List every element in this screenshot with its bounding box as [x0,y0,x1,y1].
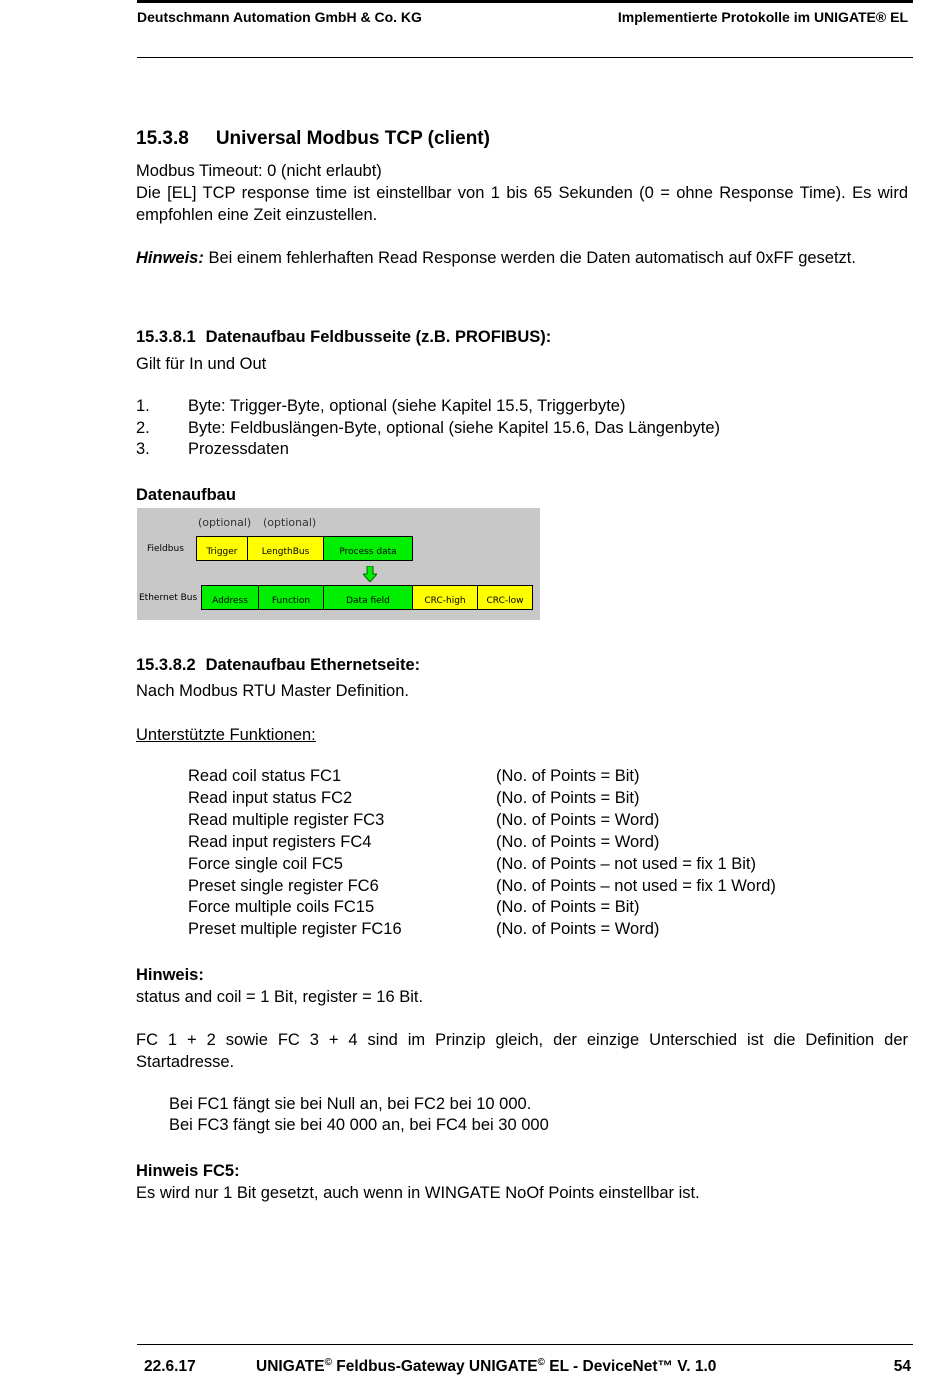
fc-explanation: FC 1 + 2 sowie FC 3 + 4 sind im Prinzip gleich, der einzige Unterschied ist die Definition der Startadresse. [136,1031,908,1071]
hint-label: Hinweis: [136,966,204,984]
optional-label-length: (optional) [263,516,317,529]
list-item-number: 3. [136,440,150,458]
list-item-number: 2. [136,419,150,437]
sub1-title: Datenaufbau Feldbusseite (z.B. PROFIBUS): [205,328,552,346]
function-name: Read input registers FC4 [188,833,372,851]
fieldbus-box-lengthbus: LengthBus [247,536,324,561]
function-points: (No. of Points – not used = fix 1 Word) [496,877,776,895]
ethernet-box-crc-low: CRC-low [477,585,533,610]
ethernet-box-function: Function [258,585,324,610]
function-name: Read input status FC2 [188,789,353,807]
sub2-title: Datenaufbau Ethernetseite: [205,656,421,674]
ethernet-box-address: Address [201,585,259,610]
diagram-heading: Datenaufbau [136,486,236,504]
header-chapter: Implementierte Protokolle im UNIGATE® EL [617,9,908,25]
function-points: (No. of Points = Bit) [496,789,640,807]
function-points: (No. of Points = Bit) [496,898,640,916]
function-name: Preset single register FC6 [188,877,379,895]
copyright-sup: © [537,1357,545,1368]
function-name: Read multiple register FC3 [188,811,385,829]
sub2-heading [136,654,420,676]
sub2-number: 15.3.8.2 [136,656,196,674]
list-item: Byte: Trigger-Byte, optional (siehe Kapitel 15.5, Triggerbyte) [188,397,626,415]
frame-structure-diagram [137,508,540,620]
header-rule [137,57,913,58]
footer-title-part: EL - DeviceNet™ V. 1.0 [544,1358,717,1375]
function-name: Force multiple coils FC15 [188,898,375,916]
function-points: (No. of Points = Word) [496,920,660,938]
fc5-text: Es wird nur 1 Bit gesetzt, auch wenn in WINGATE NoOf Points einstellbar ist. [136,1184,700,1202]
copyright-sup: © [324,1357,332,1368]
note-text: Bei einem fehlerhaften Read Response werden die Daten automatisch auf 0xFF gesetzt. [203,249,856,267]
function-name: Preset multiple register FC16 [188,920,402,938]
section-title: Universal Modbus TCP (client) [215,128,490,149]
function-points: (No. of Points – not used = fix 1 Bit) [496,855,757,873]
sub2-intro: Nach Modbus RTU Master Definition. [136,682,409,700]
note-label: Hinweis: [136,249,204,267]
fc-line: Bei FC3 fängt sie bei 40 000 an, bei FC4 bei 30 000 [169,1116,549,1134]
fc5-label: Hinweis FC5: [136,1162,240,1180]
optional-label-trigger: (optional) [198,516,252,529]
sub1-number: 15.3.8.1 [136,328,196,346]
function-name: Read coil status FC1 [188,767,342,785]
header-top-rule [137,0,913,3]
hint-text: status and coil = 1 Bit, register = 16 Bit. [136,988,424,1006]
function-points: (No. of Points = Word) [496,811,660,829]
fieldbus-box-process-data: Process data [323,536,413,561]
read-response-note [136,247,908,269]
ethernet-box-data-field: Data field [323,585,413,610]
function-points: (No. of Points = Word) [496,833,660,851]
ethernet-box-crc-high: CRC-high [412,585,478,610]
down-arrow-icon [363,566,377,582]
footer-title [256,1358,716,1376]
fieldbus-box-trigger: Trigger [196,536,248,561]
functions-heading: Unterstützte Funktionen: [136,726,316,744]
timeout-text: Modbus Timeout: 0 (nicht erlaubt) [136,162,382,180]
list-item: Prozessdaten [188,440,289,458]
header-company: Deutschmann Automation GmbH & Co. KG [137,9,422,25]
ethernet-label: Ethernet Bus [139,593,198,603]
footer-title-part: Feldbus-Gateway UNIGATE [331,1358,538,1375]
fieldbus-label: Fieldbus [147,544,184,554]
page-number: 54 [893,1358,911,1375]
list-item-number: 1. [136,397,150,415]
function-points: (No. of Points = Bit) [496,767,640,785]
sub1-heading [136,326,551,348]
response-text: Die [EL] TCP response time ist einstellbar von 1 bis 65 Sekunden (0 = ohne Response Time). Es wird empfohlen eine Zeit einzustellen. [136,184,908,224]
section-number: 15.3.8 [136,128,189,149]
list-item: Byte: Feldbuslängen-Byte, optional (siehe Kapitel 15.6, Das Längenbyte) [188,419,721,437]
section-heading [136,128,490,150]
fc-line: Bei FC1 fängt sie bei Null an, bei FC2 bei 10 000. [169,1095,532,1113]
footer-date: 22.6.17 [144,1358,196,1375]
sub1-intro: Gilt für In und Out [136,355,267,373]
footer-rule [137,1344,913,1345]
function-name: Force single coil FC5 [188,855,343,873]
footer-title-part: UNIGATE [256,1358,325,1375]
